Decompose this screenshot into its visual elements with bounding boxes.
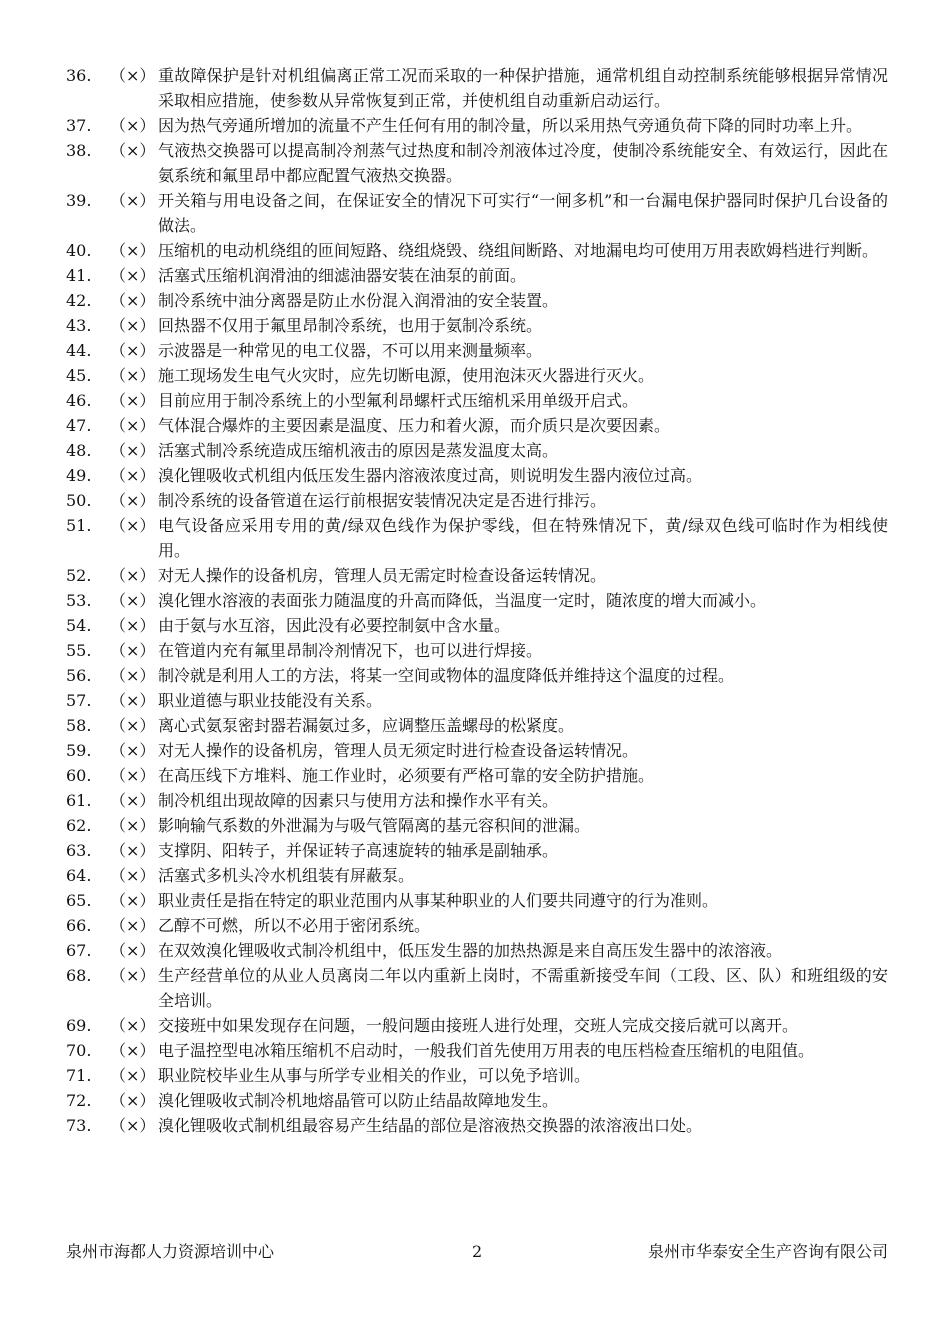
item-number: 68. [66,966,92,985]
item-text: 重故障保护是针对机组偏离正常工况而采取的一种保护措施，通常机组自动控制系统能够根据异常情况采取相应措施，使参数从异常恢复到正常，并使机组自动重新启动运行。 [158,66,888,110]
item-number: 48. [66,441,92,460]
item-text: 因为热气旁通所增加的流量不产生任何有用的制冷量，所以采用热气旁通负荷下降的同时功率上升。 [158,116,863,135]
item-text: 压缩机的电动机绕组的匝间短路、绕组烧毁、绕组间断路、对地漏电均可使用万用表欧姆档进行判断。 [158,241,879,260]
answer-mark: （×） [110,1041,156,1060]
item-number: 73. [66,1116,92,1135]
list-item [66,488,888,513]
list-item [66,613,888,638]
answer-mark: （×） [110,966,156,985]
answer-mark: （×） [110,1091,156,1110]
answer-mark: （×） [110,716,156,735]
item-text: 职业院校毕业生从事与所学专业相关的作业，可以免予培训。 [158,1066,591,1085]
item-number: 58. [66,716,92,735]
item-number: 57. [66,691,92,710]
item-number: 61. [66,791,92,810]
answer-mark: （×） [110,291,156,310]
list-item [66,813,888,838]
list-item [66,338,888,363]
item-number: 67. [66,941,92,960]
item-text: 开关箱与用电设备之间，在保证安全的情况下可实行“一闸多机”和一台漏电保护器同时保护几台设备的做法。 [158,191,888,235]
list-item [66,563,888,588]
item-text: 对无人操作的设备机房，管理人员无需定时检查设备运转情况。 [158,566,607,585]
item-text: 在管道内充有氟里昂制冷剂情况下，也可以进行焊接。 [158,641,543,660]
list-item [66,663,888,688]
item-number: 62. [66,816,92,835]
list-item [66,438,888,463]
item-text: 交接班中如果发现存在问题，一般问题由接班人进行处理，交班人完成交接后就可以离开。 [158,1016,799,1035]
answer-mark: （×） [110,366,156,385]
list-item [66,1088,888,1113]
item-number: 53. [66,591,92,610]
answer-mark: （×） [110,516,156,535]
item-number: 37. [66,116,92,135]
item-text: 电子温控型电冰箱压缩机不启动时，一般我们首先使用万用表的电压档检查压缩机的电阻值。 [158,1041,815,1060]
item-text: 溴化锂吸收式机组内低压发生器内溶液浓度过高，则说明发生器内液位过高。 [158,466,703,485]
list-item [66,963,888,1013]
item-text: 电气设备应采用专用的黄/绿双色线作为保护零线，但在特殊情况下，黄/绿双色线可临时作为相线使用。 [158,516,888,560]
item-number: 60. [66,766,92,785]
item-number: 45. [66,366,92,385]
item-text: 示波器是一种常见的电工仪器，不可以用来测量频率。 [158,341,543,360]
item-number: 65. [66,891,92,910]
item-text: 在高压线下方堆料、施工作业时，必须要有严格可靠的安全防护措施。 [158,766,655,785]
item-text: 活塞式压缩机润滑油的细滤油器安装在油泵的前面。 [158,266,527,285]
item-text: 活塞式多机头冷水机组装有屏蔽泵。 [158,866,415,885]
list-item [66,138,888,188]
answer-mark: （×） [110,866,156,885]
answer-mark: （×） [110,691,156,710]
list-item [66,588,888,613]
item-number: 43. [66,316,92,335]
list-item [66,838,888,863]
item-text: 生产经营单位的从业人员离岗二年以内重新上岗时，不需重新接受车间（工段、区、队）和班组级的安全培训。 [158,966,888,1010]
item-text: 支撑阴、阳转子，并保证转子高速旋转的轴承是副轴承。 [158,841,559,860]
list-item [66,713,888,738]
answer-mark: （×） [110,491,156,510]
item-number: 64. [66,866,92,885]
list-item [66,788,888,813]
item-number: 41. [66,266,92,285]
item-number: 71. [66,1066,92,1085]
answer-mark: （×） [110,566,156,585]
list-item [66,113,888,138]
question-list [66,63,888,1138]
list-item [66,913,888,938]
item-text: 职业道德与职业技能没有关系。 [158,691,383,710]
item-number: 36. [66,66,92,85]
answer-mark: （×） [110,441,156,460]
item-number: 55. [66,641,92,660]
item-number: 50. [66,491,92,510]
list-item [66,638,888,663]
item-number: 40. [66,241,92,260]
item-number: 72. [66,1091,92,1110]
item-text: 职业责任是指在特定的职业范围内从事某种职业的人们要共同遵守的行为准则。 [158,891,719,910]
answer-mark: （×） [110,766,156,785]
list-item [66,313,888,338]
answer-mark: （×） [110,616,156,635]
list-item [66,1038,888,1063]
answer-mark: （×） [110,416,156,435]
answer-mark: （×） [110,841,156,860]
answer-mark: （×） [110,116,156,135]
list-item [66,288,888,313]
page-number: 2 [472,1242,483,1261]
item-text: 溴化锂水溶液的表面张力随温度的升高而降低，当温度一定时，随浓度的增大而减小。 [158,591,767,610]
item-number: 39. [66,191,92,210]
item-text: 由于氨与水互溶，因此没有必要控制氨中含水量。 [158,616,511,635]
list-item [66,688,888,713]
answer-mark: （×） [110,791,156,810]
answer-mark: （×） [110,1016,156,1035]
answer-mark: （×） [110,891,156,910]
item-text: 溴化锂吸收式制冷机地熔晶管可以防止结晶故障地发生。 [158,1091,559,1110]
list-item [66,388,888,413]
page-footer [66,1240,888,1264]
item-number: 38. [66,141,92,160]
list-item [66,363,888,388]
item-number: 69. [66,1016,92,1035]
answer-mark: （×） [110,916,156,935]
answer-mark: （×） [110,1066,156,1085]
answer-mark: （×） [110,741,156,760]
answer-mark: （×） [110,141,156,160]
item-text: 活塞式制冷系统造成压缩机液击的原因是蒸发温度太高。 [158,441,559,460]
list-item [66,938,888,963]
list-item [66,63,888,113]
list-item [66,863,888,888]
answer-mark: （×） [110,191,156,210]
answer-mark: （×） [110,316,156,335]
answer-mark: （×） [110,66,156,85]
item-text: 气液热交换器可以提高制冷剂蒸气过热度和制冷剂液体过冷度，使制冷系统能安全、有效运行，因此在氨系统和氟里昂中都应配置气液热交换器。 [158,141,888,185]
item-number: 51. [66,516,92,535]
list-item [66,238,888,263]
item-text: 制冷系统的设备管道在运行前根据安装情况决定是否进行排污。 [158,491,607,510]
list-item [66,513,888,563]
item-number: 42. [66,291,92,310]
footer-right-organization: 泉州市华泰安全生产咨询有限公司 [647,1242,888,1261]
answer-mark: （×） [110,266,156,285]
item-number: 70. [66,1041,92,1060]
list-item [66,1063,888,1088]
list-item [66,738,888,763]
answer-mark: （×） [110,641,156,660]
list-item [66,188,888,238]
answer-mark: （×） [110,1116,156,1135]
item-text: 乙醇不可燃，所以不必用于密闭系统。 [158,916,431,935]
item-number: 47. [66,416,92,435]
item-text: 回热器不仅用于氟里昂制冷系统，也用于氨制冷系统。 [158,316,543,335]
item-text: 气体混合爆炸的主要因素是温度、压力和着火源，而介质只是次要因素。 [158,416,671,435]
footer-left-organization: 泉州市海都人力资源培训中心 [66,1242,275,1261]
item-number: 56. [66,666,92,685]
item-number: 52. [66,566,92,585]
answer-mark: （×） [110,666,156,685]
answer-mark: （×） [110,466,156,485]
answer-mark: （×） [110,341,156,360]
item-text: 制冷机组出现故障的因素只与使用方法和操作水平有关。 [158,791,559,810]
answer-mark: （×） [110,241,156,260]
item-text: 在双效溴化锂吸收式制冷机组中，低压发生器的加热热源是来自高压发生器中的浓溶液。 [158,941,783,960]
list-item [66,1113,888,1138]
item-text: 目前应用于制冷系统上的小型氟利昂螺杆式压缩机采用单级开启式。 [158,391,639,410]
item-text: 影响输气系数的外泄漏为与吸气管隔离的基元容积间的泄漏。 [158,816,591,835]
item-number: 44. [66,341,92,360]
item-number: 54. [66,616,92,635]
answer-mark: （×） [110,391,156,410]
list-item [66,888,888,913]
answer-mark: （×） [110,941,156,960]
item-number: 63. [66,841,92,860]
item-number: 66. [66,916,92,935]
list-item [66,413,888,438]
item-text: 制冷系统中油分离器是防止水份混入润滑油的安全装置。 [158,291,559,310]
answer-mark: （×） [110,816,156,835]
list-item [66,1013,888,1038]
item-text: 对无人操作的设备机房，管理人员无须定时进行检查设备运转情况。 [158,741,639,760]
item-text: 制冷就是利用人工的方法，将某一空间或物体的温度降低并维持这个温度的过程。 [158,666,735,685]
list-item [66,463,888,488]
item-number: 46. [66,391,92,410]
item-number: 59. [66,741,92,760]
item-number: 49. [66,466,92,485]
item-text: 离心式氨泵密封器若漏氨过多，应调整压盖螺母的松紧度。 [158,716,575,735]
item-text: 溴化锂吸收式制机组最容易产生结晶的部位是溶液热交换器的浓溶液出口处。 [158,1116,703,1135]
item-text: 施工现场发生电气火灾时，应先切断电源，使用泡沫灭火器进行灭火。 [158,366,655,385]
list-item [66,263,888,288]
list-item [66,763,888,788]
answer-mark: （×） [110,591,156,610]
